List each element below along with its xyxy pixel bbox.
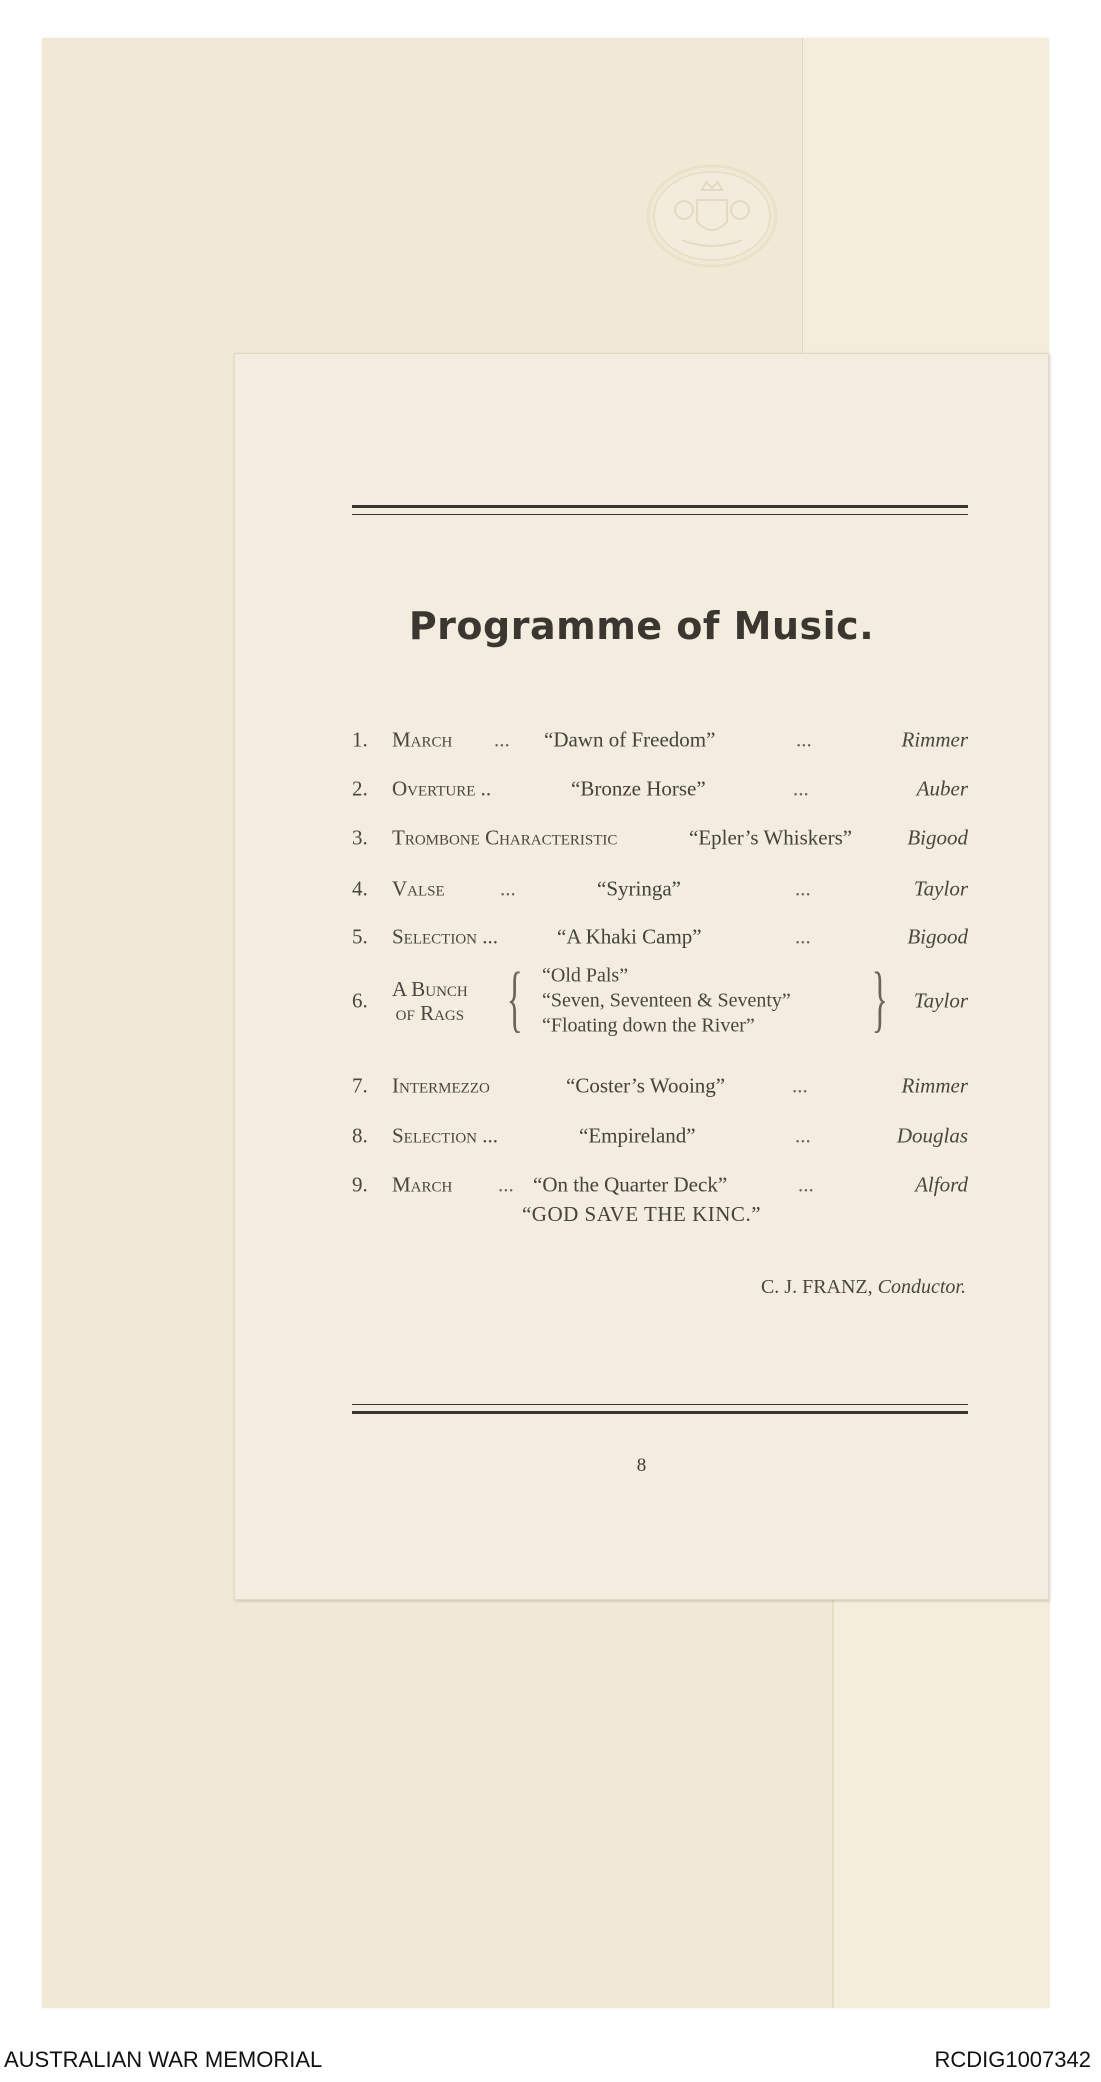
item-category-line: of Rags (395, 1001, 465, 1025)
programme-title: Programme of Music. (408, 604, 875, 648)
item-category: Selection ... (392, 1123, 498, 1148)
item-number: 8. (352, 1123, 368, 1148)
item-number: 9. (352, 1172, 368, 1197)
item-composer: Taylor (913, 876, 968, 901)
programme-item-4 (352, 869, 968, 909)
programme-page (234, 353, 1049, 1600)
anthem-line: “GOD SAVE THE KINC.” (521, 1202, 762, 1226)
item-leader-dots: ... (500, 876, 516, 901)
programme-item-9 (352, 1165, 968, 1205)
item-composer: Douglas (896, 1123, 968, 1148)
item-leader-dots: ... (796, 727, 812, 752)
programme-item-5 (352, 917, 968, 957)
medley-piece: “Seven, Seventeen & Seventy” (542, 989, 791, 1012)
item-category: Trombone Characteristic (392, 825, 618, 850)
item-category-line: A Bunch (392, 977, 468, 1001)
item-number: 5. (352, 924, 368, 949)
item-number: 3. (352, 825, 368, 850)
item-category: Valse (392, 876, 445, 901)
bottom-double-rule (352, 1404, 968, 1414)
page-number: 8 (636, 1455, 647, 1476)
item-composer: Rimmer (901, 1073, 968, 1098)
right-brace-icon: } (871, 957, 888, 1040)
item-leader-dots: ... (795, 876, 811, 901)
item-piece-title: “A Khaki Camp” (557, 924, 702, 949)
item-piece-title: “Syringa” (597, 876, 681, 901)
item-number: 4. (352, 876, 368, 901)
conductor-role: Conductor. (877, 1276, 966, 1298)
item-category: March (392, 1172, 453, 1197)
item-leader-dots: ... (494, 727, 510, 752)
item-number: 7. (352, 1073, 368, 1098)
medley-piece: “Old Pals” (542, 964, 629, 987)
programme-item-1 (352, 720, 968, 760)
archive-id: RCDIG1007342 (934, 2047, 1091, 2072)
item-leader-dots: ... (792, 1073, 808, 1098)
embossed-coat-of-arms-icon (642, 160, 782, 272)
folded-flap-top (802, 38, 1049, 358)
item-composer: Auber (916, 776, 968, 801)
item-number: 6. (352, 988, 368, 1013)
item-leader-dots: ... (498, 1172, 514, 1197)
conductor-credit (761, 1276, 966, 1299)
item-leader-dots: ... (795, 1123, 811, 1148)
left-brace-icon: { (506, 957, 523, 1040)
archive-credit: AUSTRALIAN WAR MEMORIAL (4, 2047, 323, 2072)
item-composer: Taylor (913, 988, 968, 1013)
programme-item-6 (352, 955, 968, 1047)
item-leader-dots: ... (793, 776, 809, 801)
item-number: 2. (352, 776, 368, 801)
item-composer: Bigood (907, 924, 968, 949)
programme-item-3 (352, 818, 968, 858)
item-piece-title: “Epler’s Whiskers” (689, 825, 853, 850)
item-number: 1. (352, 727, 368, 752)
folded-flap-bottom (832, 1598, 1050, 2008)
item-piece-title: “Bronze Horse” (571, 776, 706, 801)
item-piece-title: “Empireland” (579, 1123, 696, 1148)
medley-piece: “Floating down the River” (542, 1014, 755, 1037)
item-category: Intermezzo (392, 1073, 490, 1098)
programme-item-2 (352, 769, 968, 809)
medley-list (542, 964, 791, 1039)
item-piece-title: “On the Quarter Deck” (533, 1172, 728, 1197)
item-piece-title: “Dawn of Freedom” (544, 727, 716, 752)
item-piece-title: “Coster’s Wooing” (566, 1073, 726, 1098)
item-composer: Rimmer (901, 727, 968, 752)
item-category: March (392, 727, 453, 752)
item-leader-dots: ... (798, 1172, 814, 1197)
item-leader-dots: ... (795, 924, 811, 949)
item-composer: Bigood (907, 825, 968, 850)
item-composer: Alford (915, 1172, 968, 1197)
programme-item-7 (352, 1066, 968, 1106)
item-category (392, 977, 468, 1025)
conductor-name: C. J. FRANZ, (760, 1276, 873, 1298)
item-category: Selection ... (392, 924, 498, 949)
item-category: Overture .. (392, 776, 492, 801)
programme-item-8 (352, 1116, 968, 1156)
